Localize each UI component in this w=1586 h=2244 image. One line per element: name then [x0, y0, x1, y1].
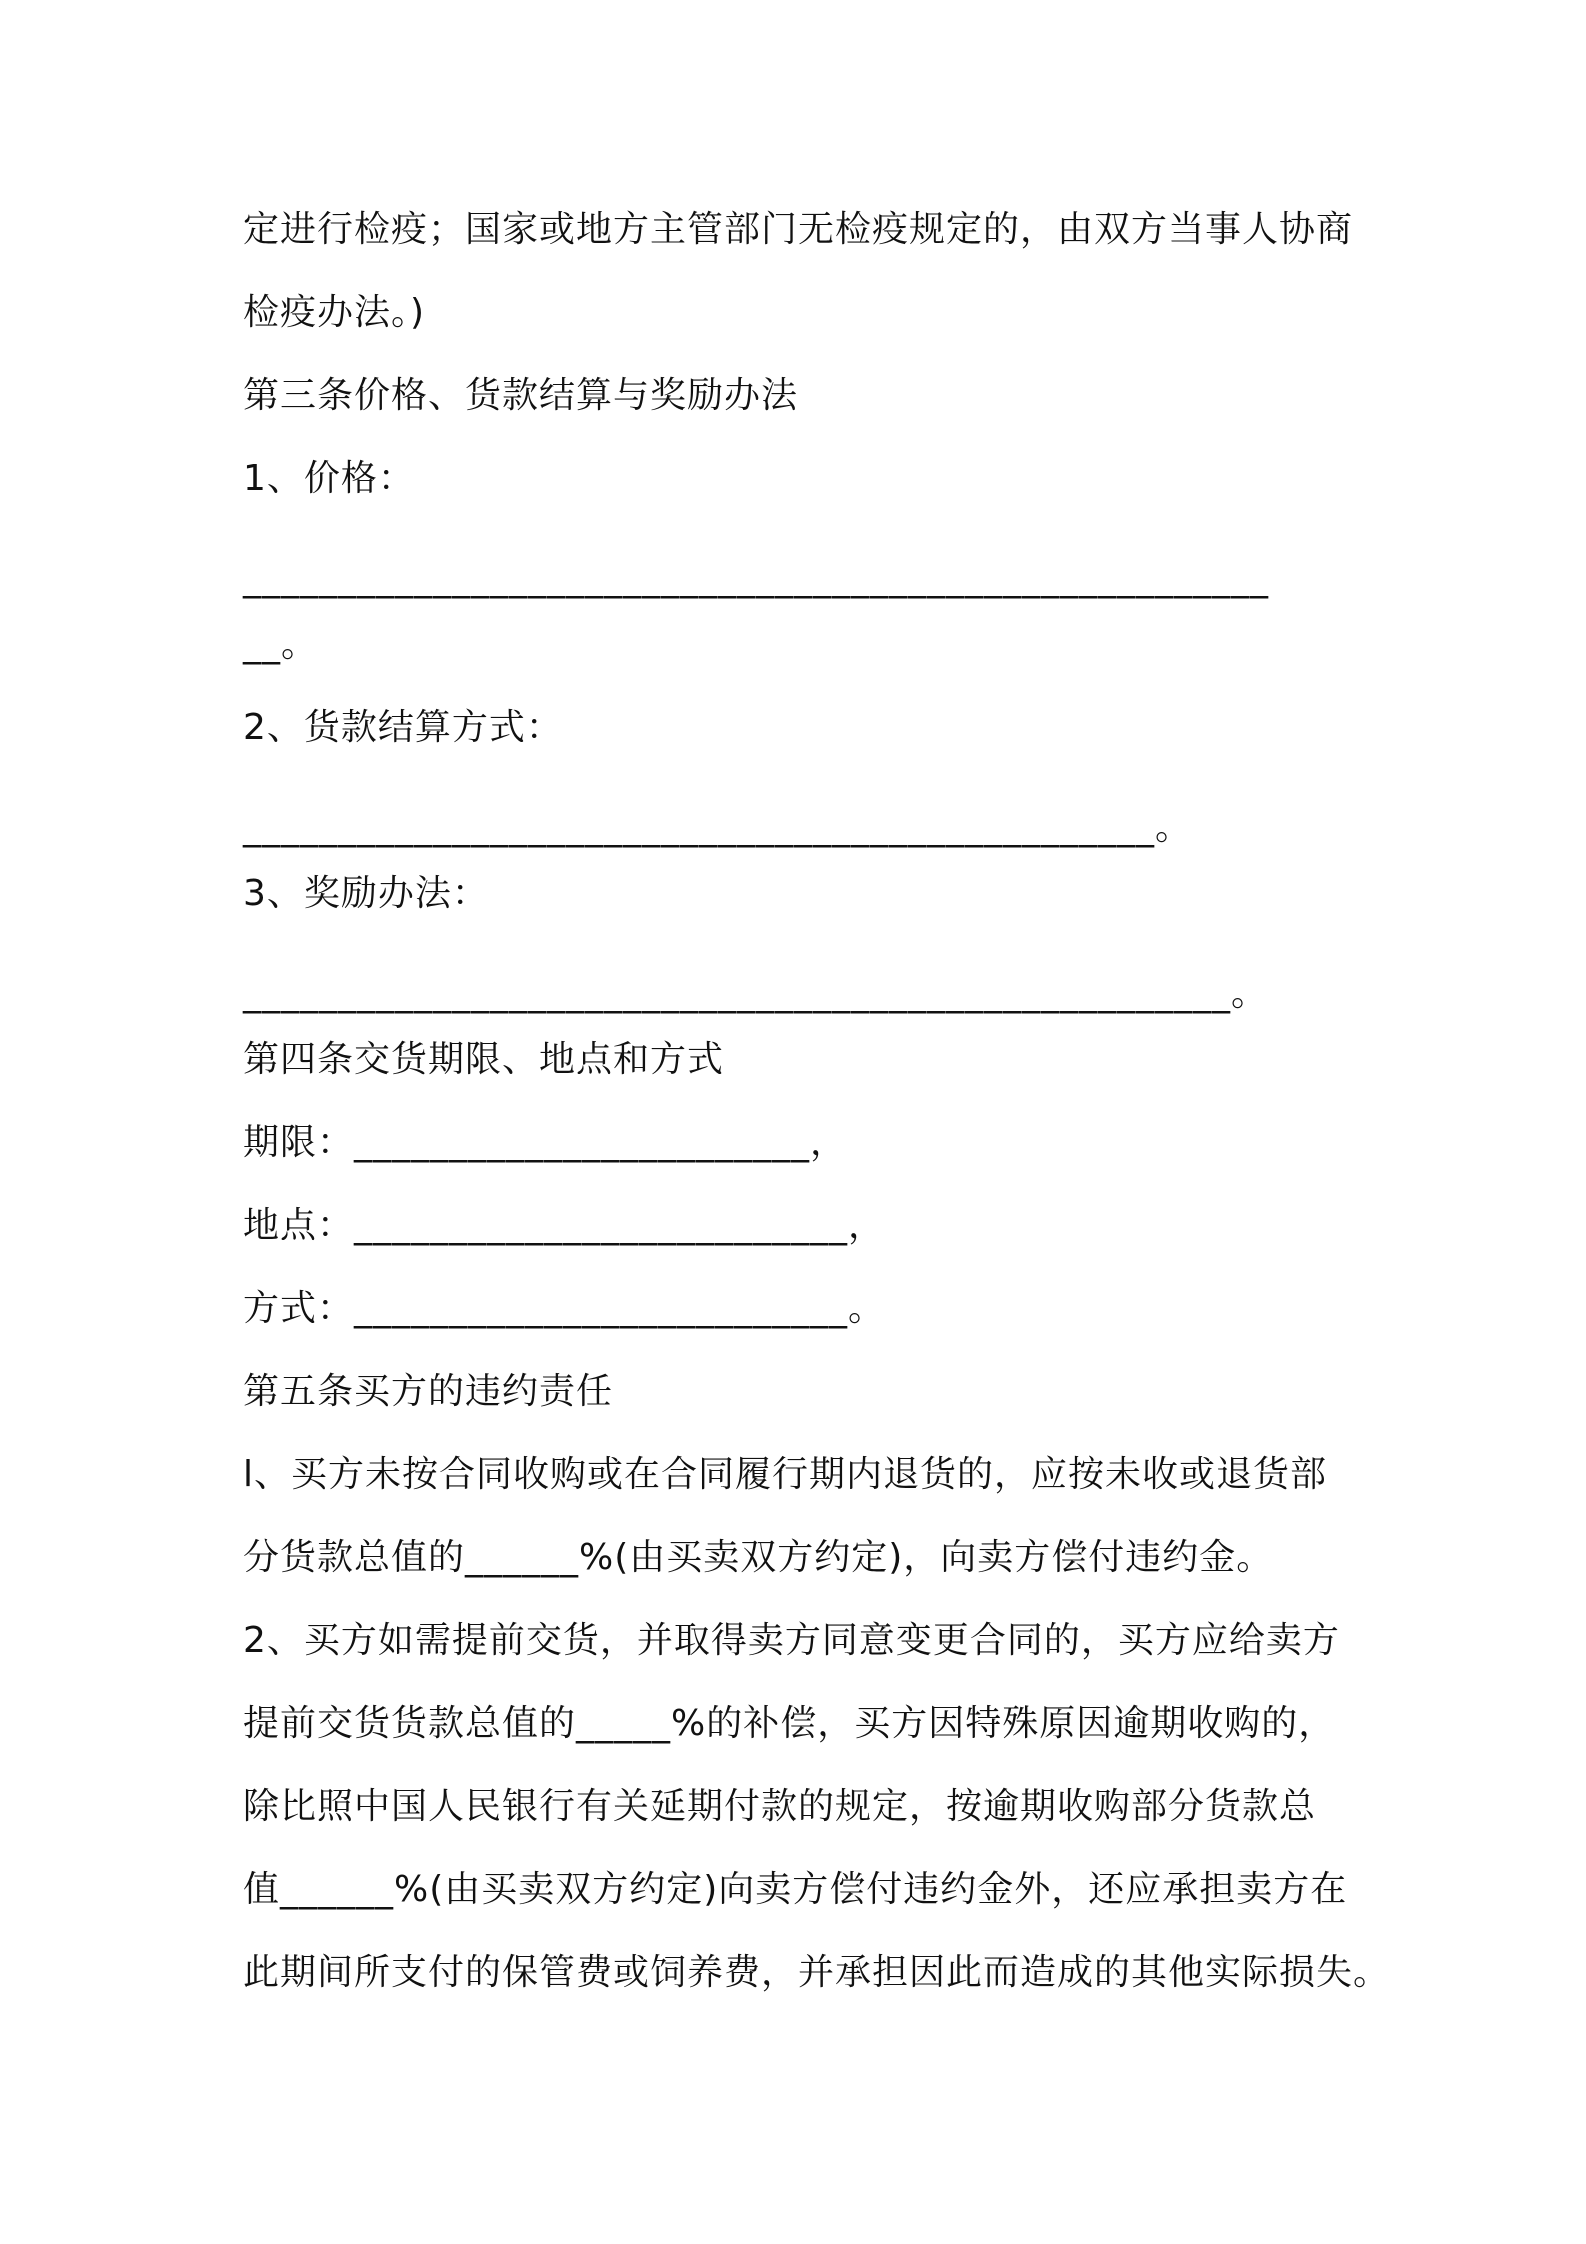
section-heading: 第三条价格、货款结算与奖励办法	[243, 375, 799, 416]
text-line: l、买方未按合同收购或在合同履行期内退货的，应按未收或退货部	[243, 1454, 1328, 1495]
section-heading: 第五条买方的违约责任	[243, 1371, 614, 1412]
text-line: 方式：__________________________。	[243, 1288, 886, 1329]
text-line: 此期间所支付的保管费或饲养费，并承担因此而造成的其他实际损失。	[243, 1952, 1391, 1993]
text-line: 提前交货货款总值的_____%的补偿，买方因特殊原因逾期收购的，	[243, 1703, 1336, 1744]
text-line: 定进行检疫；国家或地方主管部门无检疫规定的，由双方当事人协商	[243, 209, 1354, 250]
text-line: 分货款总值的______%(由买卖双方约定)，向卖方偿付违约金。	[243, 1537, 1274, 1578]
text-line: 检疫办法。)	[243, 292, 426, 333]
blank-line: ________________________________________________。	[243, 807, 1192, 848]
blank-line: ____________________________________________________。	[243, 973, 1268, 1014]
blank-line: ______________________________________________________	[243, 558, 1269, 599]
text-line: 3、奖励办法：	[243, 873, 489, 914]
text-line: 期限：________________________，	[243, 1122, 848, 1163]
text-line: 1、价格：	[243, 458, 415, 499]
text-line: 值______%(由买卖双方约定)向卖方偿付违约金外，还应承担卖方在	[243, 1869, 1348, 1910]
text-line: 除比照中国人民银行有关延期付款的规定，按逾期收购部分货款总	[243, 1786, 1317, 1827]
blank-line: __。	[243, 624, 319, 665]
text-line: 2、货款结算方式：	[243, 707, 563, 748]
text-line: 地点：__________________________，	[243, 1205, 886, 1246]
section-heading: 第四条交货期限、地点和方式	[243, 1039, 725, 1080]
text-line: 2、买方如需提前交货，并取得卖方同意变更合同的，买方应给卖方	[243, 1620, 1340, 1661]
